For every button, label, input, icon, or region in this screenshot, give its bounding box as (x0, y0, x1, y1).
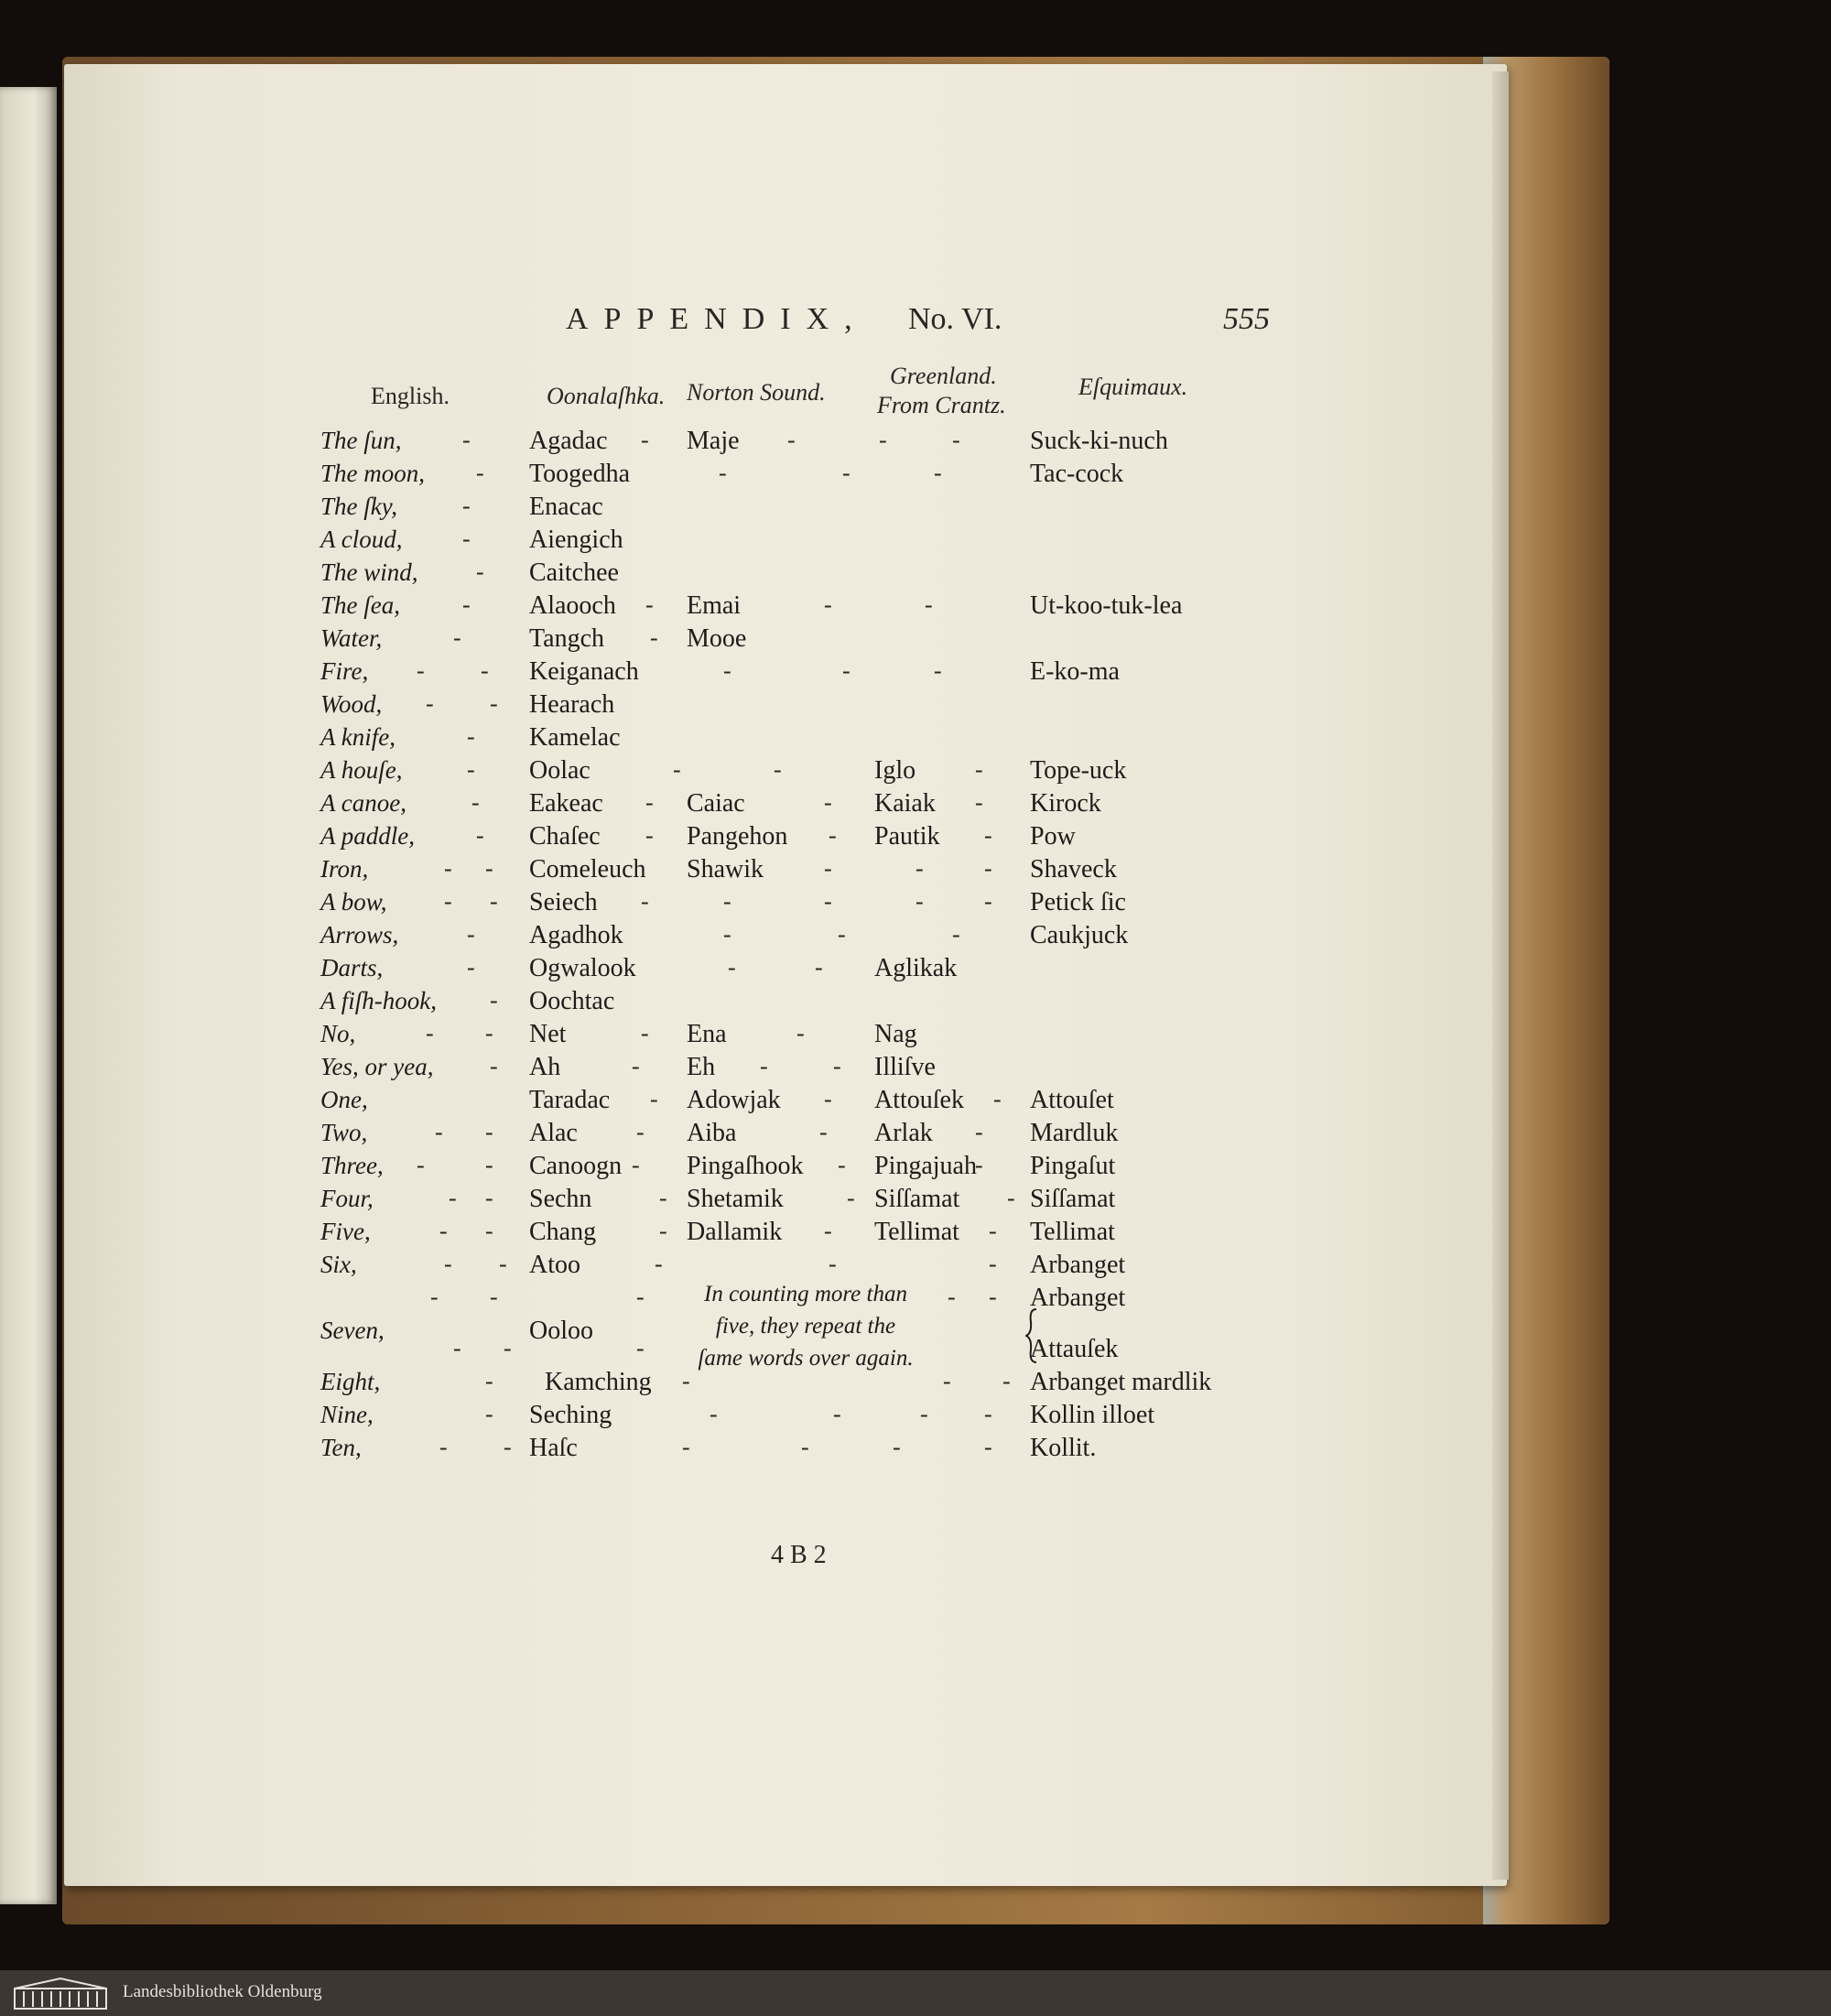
dash-leader: - (645, 822, 654, 849)
cell-gr: Kaiak (874, 789, 936, 818)
cell-oo: Eakeac (529, 789, 603, 818)
dash-leader: - (476, 460, 484, 486)
dash-leader: - (444, 888, 452, 915)
table-row (0, 1251, 1831, 1282)
dash-leader: - (426, 690, 434, 717)
cell-en: Seven, (320, 1317, 385, 1344)
dash-leader: - (824, 591, 832, 618)
cell-en: A bow, (320, 888, 387, 916)
column-header-english: English. (371, 383, 450, 409)
dash-leader: - (728, 954, 736, 981)
dash-leader: - (444, 1251, 452, 1277)
cell-oo: Chaſec (529, 822, 601, 851)
dash-leader: - (449, 1185, 457, 1211)
dash-leader: - (975, 1152, 983, 1178)
column-header-greenland-source: From Crantz. (877, 392, 1006, 418)
cell-gr: Aglikak (874, 954, 958, 982)
cell-ns: Eh (687, 1053, 716, 1081)
dash-leader: - (833, 1401, 841, 1427)
dash-leader: - (453, 624, 461, 651)
dash-leader: - (934, 460, 942, 486)
cell-oo: Oochtac (529, 987, 615, 1015)
dash-leader: - (948, 1284, 956, 1310)
table-row (0, 1053, 1831, 1084)
cell-ns: Mooe (687, 624, 747, 653)
cell-gr: Siſſamat (874, 1185, 960, 1213)
table-row (0, 789, 1831, 820)
dash-leader: - (819, 1119, 828, 1145)
table-row (0, 1218, 1831, 1249)
cell-en: A cloud, (320, 526, 403, 553)
dash-leader: - (824, 888, 832, 915)
cell-en: Two, (320, 1119, 368, 1146)
cell-es: Kollit. (1030, 1434, 1097, 1462)
cell-es: Tac-cock (1030, 460, 1124, 488)
cell-gr: Pingajuah (874, 1152, 977, 1180)
dash-leader: - (636, 1284, 645, 1310)
cell-en: The ſun, (320, 427, 402, 454)
cell-oo: Ogwalook (529, 954, 636, 982)
running-header (549, 302, 1282, 348)
cell-oo: Agadac (529, 427, 608, 455)
dash-leader: - (984, 822, 992, 849)
dash-leader: - (655, 1251, 663, 1277)
dash-leader: - (710, 1401, 718, 1427)
dash-leader: - (989, 1218, 997, 1244)
signature-mark: 4 B 2 (771, 1541, 827, 1569)
cell-es: Shaveck (1030, 855, 1117, 883)
table-row (0, 591, 1831, 623)
cell-es: Arbanget (1030, 1251, 1126, 1279)
dash-leader: - (467, 954, 475, 981)
dash-leader: - (467, 921, 475, 948)
cell-oo: Keiganach (529, 657, 639, 686)
dash-leader: - (787, 427, 796, 453)
dash-leader: - (453, 1335, 461, 1361)
cell-oo: Net (529, 1020, 567, 1048)
cell-oo: Seiech (529, 888, 598, 916)
cell-en: Fire, (320, 657, 369, 685)
table-row (0, 1119, 1831, 1150)
cell-en: Water, (320, 624, 383, 652)
table-row (0, 1020, 1831, 1051)
dash-leader: - (659, 1218, 667, 1244)
cell-ns: Adowjak (687, 1086, 781, 1114)
dash-leader: - (439, 1218, 448, 1244)
dash-leader: - (847, 1185, 855, 1211)
dash-leader: - (796, 1020, 805, 1046)
cell-en: Iron, (320, 855, 369, 883)
dash-leader: - (916, 888, 924, 915)
cell-en: No, (320, 1020, 356, 1047)
dash-leader: - (925, 591, 933, 618)
cell-en: The ſky, (320, 493, 397, 520)
cell-gr: Nag (874, 1020, 917, 1048)
dash-leader: - (975, 756, 983, 783)
table-row (0, 723, 1831, 754)
dash-leader: - (723, 888, 731, 915)
table-row (0, 460, 1831, 491)
cell-en: The moon, (320, 460, 425, 487)
dash-leader: - (641, 427, 649, 453)
cell-ns: Ena (687, 1020, 727, 1048)
dash-leader: - (879, 427, 887, 453)
dash-leader: - (471, 789, 480, 816)
dash-leader: - (485, 1401, 493, 1427)
cell-en: A canoe, (320, 789, 406, 817)
dash-leader: - (824, 1086, 832, 1112)
table-row (0, 1086, 1831, 1117)
cell-es: Kollin illoet (1030, 1401, 1155, 1429)
dash-leader: - (467, 756, 475, 783)
dash-leader: - (984, 855, 992, 882)
dash-leader: - (975, 789, 983, 816)
dash-leader: - (444, 855, 452, 882)
dash-leader: - (650, 1086, 658, 1112)
dash-leader: - (476, 558, 484, 585)
dash-leader: - (417, 1152, 425, 1178)
cell-en: A fiſh-hook, (320, 987, 437, 1014)
dash-leader: - (499, 1251, 507, 1277)
cell-es: Siſſamat (1030, 1185, 1116, 1213)
dash-leader: - (984, 1401, 992, 1427)
counting-note: In counting more than five, they repeat the ſame words over again. (698, 1282, 914, 1371)
dash-leader: - (462, 427, 471, 453)
dash-leader: - (801, 1434, 809, 1460)
cell-en: Ten, (320, 1434, 362, 1461)
dash-leader: - (682, 1368, 690, 1394)
dash-leader: - (975, 1119, 983, 1145)
dash-leader: - (485, 1020, 493, 1046)
dash-leader: - (490, 888, 498, 915)
cell-oo: Comeleuch (529, 855, 646, 883)
cell-oo: Hearach (529, 690, 615, 719)
table-row (0, 921, 1831, 952)
cell-ns: Emai (687, 591, 742, 620)
cell-oo: Atoo (529, 1251, 580, 1279)
dash-leader: - (943, 1368, 951, 1394)
dash-leader: - (462, 493, 471, 519)
dash-leader: - (490, 1284, 498, 1310)
dash-leader: - (632, 1053, 640, 1079)
cell-es: Pingaſut (1030, 1152, 1116, 1180)
cell-oo: Ooloo (529, 1317, 593, 1345)
cell-ns: Caiac (687, 789, 745, 818)
cell-en: Six, (320, 1251, 357, 1278)
dash-leader: - (760, 1053, 768, 1079)
dash-leader: - (632, 1152, 640, 1178)
cell-oo: Chang (529, 1218, 597, 1246)
dash-leader: - (504, 1335, 512, 1361)
dash-leader: - (417, 657, 425, 684)
dash-leader: - (485, 1185, 493, 1211)
dash-leader: - (504, 1434, 512, 1460)
cell-en: The wind, (320, 558, 418, 586)
table-row (0, 558, 1831, 590)
table-row (0, 756, 1831, 787)
cell-gr: Tellimat (874, 1218, 959, 1246)
cell-oo: Tangch (529, 624, 605, 653)
cell-gr: Illiſve (874, 1053, 936, 1081)
cell-oo: Kamching (545, 1368, 652, 1396)
cell-ns: Pingaſhook (687, 1152, 804, 1180)
cell-es: E-ko-ma (1030, 657, 1120, 686)
cell-en: Four, (320, 1185, 374, 1212)
cell-oo: Kamelac (529, 723, 621, 752)
dash-leader: - (481, 657, 489, 684)
cell-oo: Seching (529, 1401, 612, 1429)
dash-leader: - (723, 921, 731, 948)
dash-leader: - (842, 657, 850, 684)
cell-ns: Dallamik (687, 1218, 783, 1246)
library-building-icon (13, 1976, 108, 2011)
cell-en: One, (320, 1086, 368, 1113)
dash-leader: - (952, 921, 960, 948)
dash-leader: - (916, 855, 924, 882)
cell-oo: Oolac (529, 756, 590, 785)
table-row (0, 526, 1831, 557)
brace-symbol (1025, 1307, 1038, 1364)
dash-leader: - (439, 1434, 448, 1460)
cell-ns: Aiba (687, 1119, 737, 1147)
table-row (0, 657, 1831, 688)
cell-es: Tope-uck (1030, 756, 1127, 785)
cell-oo: Aiengich (529, 526, 623, 554)
cell-ns: Shetamik (687, 1185, 784, 1213)
cell-ns: Maje (687, 427, 740, 455)
cell-gr: Iglo (874, 756, 916, 785)
dash-leader: - (984, 888, 992, 915)
dash-leader: - (673, 756, 681, 783)
header-number: No. VI. (908, 302, 1002, 336)
library-footer (0, 1970, 1831, 2016)
dash-leader: - (462, 526, 471, 552)
cell-es: Mardluk (1030, 1119, 1119, 1147)
cell-es: Ut-koo-tuk-lea (1030, 591, 1183, 620)
table-row (0, 954, 1831, 985)
dash-leader: - (824, 855, 832, 882)
cell-oo: Alac (529, 1119, 578, 1147)
dash-leader: - (476, 822, 484, 849)
page-number: 555 (1223, 302, 1270, 336)
dash-leader: - (485, 1119, 493, 1145)
dash-leader: - (893, 1434, 901, 1460)
dash-leader: - (824, 1218, 832, 1244)
column-header-greenland: Greenland. (890, 363, 997, 389)
dash-leader: - (641, 1020, 649, 1046)
cell-oo: Agadhok (529, 921, 623, 949)
dash-leader: - (984, 1434, 992, 1460)
dash-leader: - (723, 657, 731, 684)
cell-oo: Sechn (529, 1185, 592, 1213)
cell-en: Yes, or yea, (320, 1053, 434, 1080)
dash-leader: - (838, 921, 846, 948)
dash-leader: - (490, 1053, 498, 1079)
cell-es: Caukjuck (1030, 921, 1129, 949)
table-row (0, 493, 1831, 524)
dash-leader: - (467, 723, 475, 750)
dash-leader: - (641, 888, 649, 915)
table-row (0, 427, 1831, 458)
dash-leader: - (842, 460, 850, 486)
dash-leader: - (490, 690, 498, 717)
dash-leader: - (682, 1434, 690, 1460)
table-row (0, 690, 1831, 721)
column-header-oonalashka: Oonalaſhka. (547, 383, 666, 409)
dash-leader: - (838, 1152, 846, 1178)
cell-oo: Ah (529, 1053, 561, 1081)
cell-en: A houſe, (320, 756, 403, 784)
cell-es: Arbanget (1030, 1284, 1126, 1312)
column-header-esquimaux: Eſquimaux. (1078, 374, 1188, 400)
cell-en: Nine, (320, 1401, 374, 1428)
cell-gr: Pautik (874, 822, 940, 851)
cell-en: A paddle, (320, 822, 415, 850)
dash-leader: - (485, 1152, 493, 1178)
cell-en: The ſea, (320, 591, 400, 619)
dash-leader: - (430, 1284, 439, 1310)
dash-leader: - (952, 427, 960, 453)
cell-en: Five, (320, 1218, 371, 1245)
cell-es: Pow (1030, 822, 1076, 851)
dash-leader: - (993, 1086, 1002, 1112)
dash-leader: - (490, 987, 498, 1013)
cell-en: A knife, (320, 723, 395, 751)
library-name: Landesbibliothek Oldenburg (123, 1982, 322, 2001)
dash-leader: - (485, 1218, 493, 1244)
table-row (0, 1434, 1831, 1465)
dash-leader: - (650, 624, 658, 651)
dash-leader: - (829, 822, 837, 849)
cell-en: Wood, (320, 690, 383, 718)
cell-es: Kirock (1030, 789, 1101, 818)
dash-leader: - (1002, 1368, 1011, 1394)
column-header-norton-sound: Norton Sound. (687, 379, 826, 406)
dash-leader: - (719, 460, 727, 486)
cell-en: Darts, (320, 954, 384, 981)
cell-es: Attauſek (1030, 1335, 1119, 1363)
cell-ns: Pangehon (687, 822, 788, 851)
dash-leader: - (636, 1119, 645, 1145)
header-title: APPENDIX, (566, 302, 868, 336)
cell-oo: Caitchee (529, 558, 619, 587)
cell-oo: Canoogn (529, 1152, 623, 1180)
cell-oo: Taradac (529, 1086, 611, 1114)
dash-leader: - (485, 1368, 493, 1394)
cell-en: Eight, (320, 1368, 381, 1395)
cell-es: Arbanget mardlik (1030, 1368, 1212, 1396)
cell-oo: Enacac (529, 493, 603, 521)
dash-leader: - (636, 1335, 645, 1361)
dash-leader: - (1007, 1185, 1015, 1211)
dash-leader: - (485, 855, 493, 882)
table-row (0, 1152, 1831, 1183)
cell-oo: Toogedha (529, 460, 631, 488)
dash-leader: - (815, 954, 823, 981)
dash-leader: - (645, 789, 654, 816)
table-row (0, 987, 1831, 1018)
cell-es: Tellimat (1030, 1218, 1115, 1246)
cell-gr: Attouſek (874, 1086, 964, 1114)
table-row (0, 1401, 1831, 1432)
dash-leader: - (774, 756, 782, 783)
dash-leader: - (989, 1284, 997, 1310)
cell-ns: Shawik (687, 855, 764, 883)
cell-es: Petick ſic (1030, 888, 1126, 916)
dash-leader: - (934, 657, 942, 684)
cell-oo: Alaooch (529, 591, 616, 620)
dash-leader: - (833, 1053, 841, 1079)
cell-en: Arrows, (320, 921, 399, 948)
dash-leader: - (829, 1251, 837, 1277)
table-row (0, 822, 1831, 853)
dash-leader: - (435, 1119, 443, 1145)
cell-en: Three, (320, 1152, 384, 1179)
dash-leader: - (824, 789, 832, 816)
dash-leader: - (659, 1185, 667, 1211)
table-row (0, 624, 1831, 656)
cell-gr: Arlak (874, 1119, 933, 1147)
table-row (0, 1185, 1831, 1216)
dash-leader: - (920, 1401, 928, 1427)
dash-leader: - (989, 1251, 997, 1277)
cell-es: Suck-ki-nuch (1030, 427, 1168, 455)
cell-oo: Haſc (529, 1434, 578, 1462)
cell-es: Attouſet (1030, 1086, 1114, 1114)
dash-leader: - (462, 591, 471, 618)
dash-leader: - (645, 591, 654, 618)
dash-leader: - (426, 1020, 434, 1046)
